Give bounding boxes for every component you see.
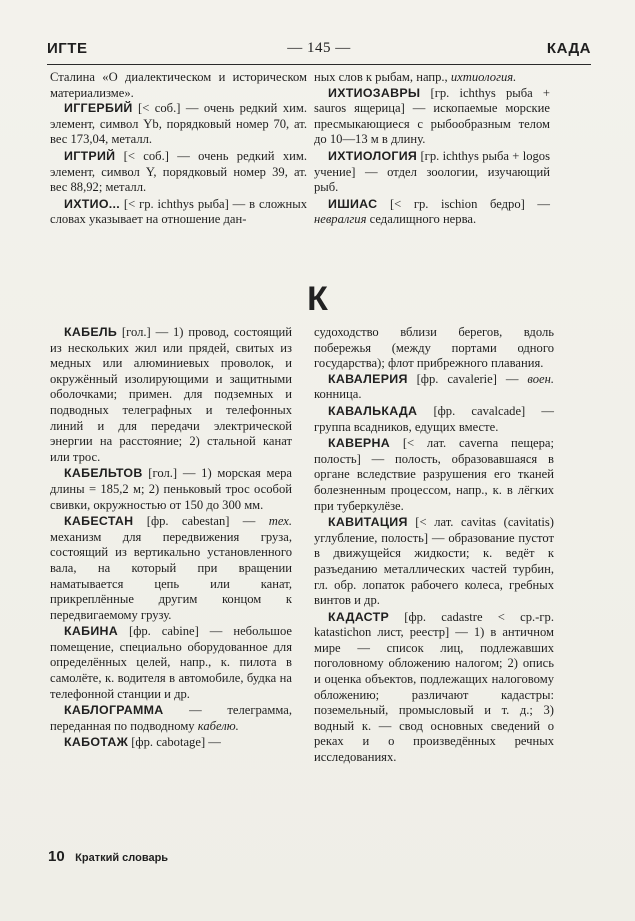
entry-italic-term: кабелю. [197, 718, 239, 733]
entry-continuation [50, 70, 307, 101]
entry-definition: [< соб.] — очень редкий хим. элемент, символ Yb, порядковый номер 70, ат. вес 173,04, металл. [50, 101, 307, 147]
dictionary-entry [50, 514, 292, 623]
entry-definition-end: седалищного нерва. [366, 212, 477, 227]
entry-headword: КАБЕЛЬТОВ [64, 466, 143, 481]
entry-headword: ИГТРИЙ [64, 148, 116, 163]
entry-headword: ИХТИОЛОГИЯ [328, 148, 418, 163]
dictionary-entry [314, 436, 554, 514]
top-right-column [314, 70, 550, 229]
entry-definition: — телеграмма, переданная по подводному [50, 703, 292, 733]
dictionary-entry [314, 86, 550, 148]
entry-headword: ИХТИОЗАВРЫ [328, 85, 421, 100]
entry-italic-term: невралгия [314, 212, 367, 227]
entry-headword: КАВАЛЕРИЯ [328, 371, 408, 386]
entry-continuation [314, 70, 550, 86]
header-left-guide: ИГТЕ [47, 40, 88, 57]
bottom-left-column [50, 325, 292, 752]
entry-definition: [< гр. ischion бедро] — [377, 196, 550, 211]
entry-headword: КАБОТАЖ [64, 735, 129, 750]
entry-definition-end: конница. [314, 387, 362, 402]
entry-headword: КАБЕЛЬ [64, 325, 118, 339]
top-left-column [50, 70, 307, 229]
dictionary-entry [314, 197, 550, 228]
entry-headword: КАБЛОГРАММА [64, 703, 164, 718]
entry-definition: [фр. cadastre < ср.-гр. katastichon лист, реестр] — 1) в античном мире — список лиц, подлежавших поголовному обложению налогом; 2) опись и оценка объектов, подлежащих налоговому обложению; различают кадастры: поземельный, промысловый и т. д.; 3) водный к. — свод основных сведений о реках и о произведённых речных исследованиях. [314, 609, 554, 765]
entry-italic-term: ихтиология. [450, 70, 517, 84]
entry-headword: КАБИНА [64, 624, 119, 639]
dictionary-entry [50, 149, 307, 196]
entry-definition: [< лат. caverna пещера; полость] — полость, образовавшаяся в органе вследствие разрушения его тканей болезненным процессом, напр., к. в лёгких при туберкулёзе. [314, 436, 554, 513]
entry-continuation [314, 325, 554, 372]
footer-page-number: 10 [48, 848, 65, 865]
entry-definition: [< соб.] — очень редкий хим. элемент, символ Y, порядковый номер 39, ат. вес 88,92; металл. [50, 148, 307, 195]
entry-definition: [фр. cavalerie] — [407, 371, 528, 386]
dictionary-entry [314, 515, 554, 609]
entry-definition: [< гр. ichthys рыба] — в сложных словах указывает на отношение дан- [50, 196, 307, 227]
dictionary-entry [314, 610, 554, 766]
section-letter: К [307, 280, 328, 318]
header-rule [47, 64, 591, 65]
entry-definition: [гр. ichthys рыба + sauros ящерица] — ископаемые морские пресмыкающиеся с рыбообразным телом до 10—13 м в длину. [314, 85, 550, 147]
entry-headword: ИГГЕРБИЙ [64, 101, 133, 116]
entry-definition: [фр. cabestan] — [133, 514, 269, 529]
dictionary-entry [50, 703, 292, 734]
page-footer [48, 848, 168, 866]
entry-definition-end: механизм для передвижения груза, состоящий из вертикально установленного вала, на который при вращении наматывается цепь или канат, прикреплённые другим концом к передвигаемому грузу. [50, 529, 292, 622]
header-right-guide: КАДА [546, 40, 591, 57]
dictionary-entry [50, 624, 292, 702]
dictionary-entry [50, 325, 292, 465]
dictionary-entry [50, 466, 292, 513]
entry-definition: [фр. cavalcade] — группа всадников, едущих вместе. [314, 403, 554, 434]
dictionary-entry [50, 101, 307, 148]
header-page-number: — 145 — [287, 40, 351, 56]
dictionary-entry [50, 197, 307, 228]
entry-headword: КАВИТАЦИЯ [328, 515, 408, 530]
entry-headword: КАДАСТР [328, 609, 390, 624]
entry-headword: КАВЕРНА [328, 436, 390, 451]
entry-definition: [фр. cabine] — небольшое помещение, специально оборудованное для определённых целей, напр., к. пилота в самолёте, к. водителя в автомобиле, будка на телефонной станции и др. [50, 624, 292, 701]
entry-text: судоходство вблизи берегов, вдоль побережья (между портами одного государства); флот прибрежного плавания. [314, 325, 554, 371]
entry-definition: [гол.] — 1) провод, состоящий из нескольких жил или прядей, свитых из медных или алюминиевых проволок, и окружённый изолирующими и защитными оболочками; примен. для подземных и подводных телеграфных и телефонных линий и для передачи электрической энергии на расстояние; 2) стальной канат или трос. [50, 325, 292, 464]
bottom-right-column [314, 325, 554, 767]
entry-headword: ИШИАС [328, 196, 378, 211]
entry-definition: [гол.] — 1) морская мера длины = 185,2 м; 2) пеньковый трос особой свивки, окружностью от 150 до 300 мм. [50, 466, 292, 512]
entry-headword: ИХТИО... [64, 196, 121, 211]
entry-text: ных слов к рыбам, напр., [314, 70, 451, 84]
running-head [47, 40, 591, 62]
entry-definition: [фр. cabotage] — [128, 735, 221, 750]
dictionary-entry [314, 372, 554, 403]
entry-definition: [< лат. cavitas (cavitatis) углубление, полость] — образование пустот в движущейся жидкости; к. ведёт к разъеданию металлических частей турбин, гл. обр. лопаток рабочего колеса, гребных винтов и др. [314, 515, 554, 608]
entry-italic-term: тех. [268, 514, 292, 529]
entry-headword: КАВАЛЬКАДА [328, 403, 418, 418]
dictionary-entry [314, 149, 550, 196]
dictionary-entry [314, 404, 554, 435]
entry-definition: [гр. ichthys рыба + logos учение] — отдел зоологии, изучающий рыб. [314, 148, 550, 195]
entry-text: Сталина «О диалектическом и историческом материализме». [50, 70, 307, 100]
dictionary-entry [50, 735, 292, 751]
entry-italic-term: воен. [527, 371, 554, 386]
entry-headword: КАБЕСТАН [64, 514, 134, 529]
footer-book-title: Краткий словарь [75, 852, 169, 864]
